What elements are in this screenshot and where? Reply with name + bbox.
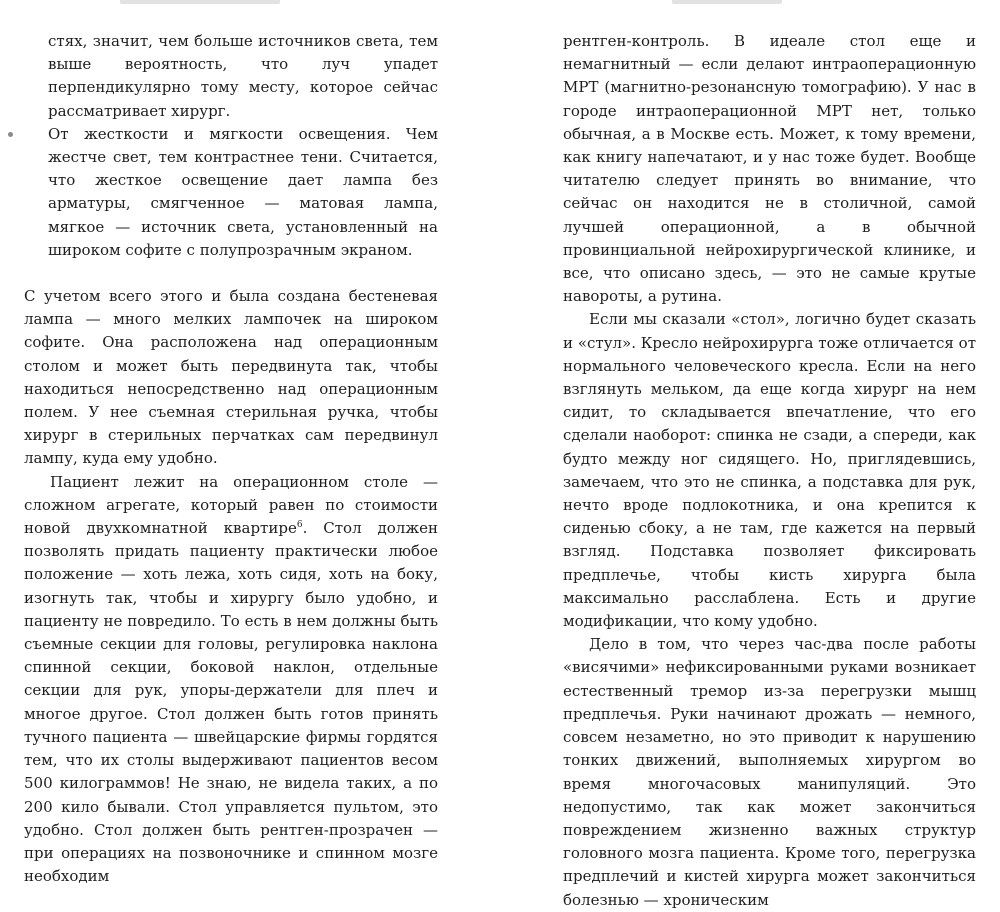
- bullet-item-text: От жесткости и мягкости освещения. Чем жестче свет, тем контрастнее тени. Считается, что жесткое освещение дает лампа без арматуры, смягченное — матовая лампа, мягкое — источник света, установленный на широком софите с полупрозрачным экраном.: [48, 124, 438, 259]
- header-fragment-right: [672, 0, 782, 4]
- paragraph-tremor: Дело в том, что через час-два после работы «висячими» нефиксированными руками возникает естественный тремор из-за перегрузки мышц предплечья. Руки начинают дрожать — немного, совсем незаметно, но это приводит к нарушению тонких движений, выполняемых хирургом во время многочасовых манипуляций. Это недопустимо, так как может закончиться повреждением жизненно важных структур головного мозга пациента. Кроме того, перегрузка предплечий и кистей хирурга может закончиться болезнью — хроническим: [563, 635, 976, 909]
- header-fragment-left: [120, 0, 280, 4]
- paragraph-xray: рентген-контроль. В идеале стол еще и немагнитный — если делают интраоперационную МРТ (магнитно-резонансную томографию). У нас в городе интраоперационной МРТ нет, только обычная, а в Москве есть. Может, к тому времени, как книгу напечатают, и у нас тоже будет. Вообще читателю следует принять во внимание, что сейчас он находится не в столичной, самой лучшей операционной, а в обычной провинциальной нейрохирургической клинике, и все, что описано здесь, — это не самые крутые навороты, а рутина.: [563, 32, 976, 306]
- bullet-item: [24, 123, 438, 262]
- right-column: [563, 30, 976, 912]
- bullet-list: [24, 30, 438, 262]
- bullet-continuation-text: стях, значит, чем больше источников света, тем выше вероятность, что луч упадет перпендикулярно тому месту, которое сейчас рассматривает хирург.: [48, 32, 438, 120]
- bullet-continuation: [24, 30, 438, 123]
- left-column: [24, 30, 438, 888]
- paragraph-table: [24, 471, 438, 889]
- paragraph-lamp: С учетом всего этого и была создана бестеневая лампа — много мелких лампочек на широком софите. Она расположена над операционным столом и может быть передвинута так, чтобы находиться непосредственно над операционным полем. У нее съемная стерильная ручка, чтобы хирург в стерильных перчатках сам передвинул лампу, куда ему удобно.: [24, 287, 438, 468]
- bullet-icon: [8, 132, 13, 137]
- paragraph-table-end: . Стол должен позволять придать пациенту практически любое положение — хоть лежа, хоть сидя, хоть на боку, изогнуть так, чтобы и хирургу было удобно, и пациенту не повредило. То есть в нем должны быть съемные секции для головы, регулировка наклона спинной секции, боковой наклон, отдельные секции для рук, упоры-держатели для плеч и многое другое. Стол должен быть готов принять тучного пациента — швейцарские фирмы гордятся тем, что их столы выдерживают пациентов весом 500 килограммов! Не знаю, не видела таких, а по 200 кило бывали. Стол управляется пультом, это удобно. Стол должен быть рентген-прозрачен — при операциях на позвоночнике и спинном мозге необходим: [24, 519, 439, 886]
- footnote-mark: 6: [296, 520, 303, 531]
- paragraph-chair: Если мы сказали «стол», логично будет сказать и «стул». Кресло нейрохирурга тоже отличается от нормального человеческого кресла. Если на него взглянуть мельком, да еще когда хирург на нем сидит, то складывается впечатление, что его сделали наоборот: спинка не сзади, а спереди, как будто между ног сидящего. Но, приглядевшись, замечаем, что это не спинка, а подставка для рук, нечто вроде подлокотника, и она крепится к сиденью сбоку, а не там, где кажется на первый взгляд. Подставка позволяет фиксировать предплечье, чтобы кисть хирурга была максимально расслаблена. Есть и другие модификации, что кому удобно.: [563, 310, 976, 631]
- paragraph-table-start: Пациент лежит на операционном столе — сложном агрегате, который равен по стоимости новой двухкомнатной квартире: [24, 472, 438, 538]
